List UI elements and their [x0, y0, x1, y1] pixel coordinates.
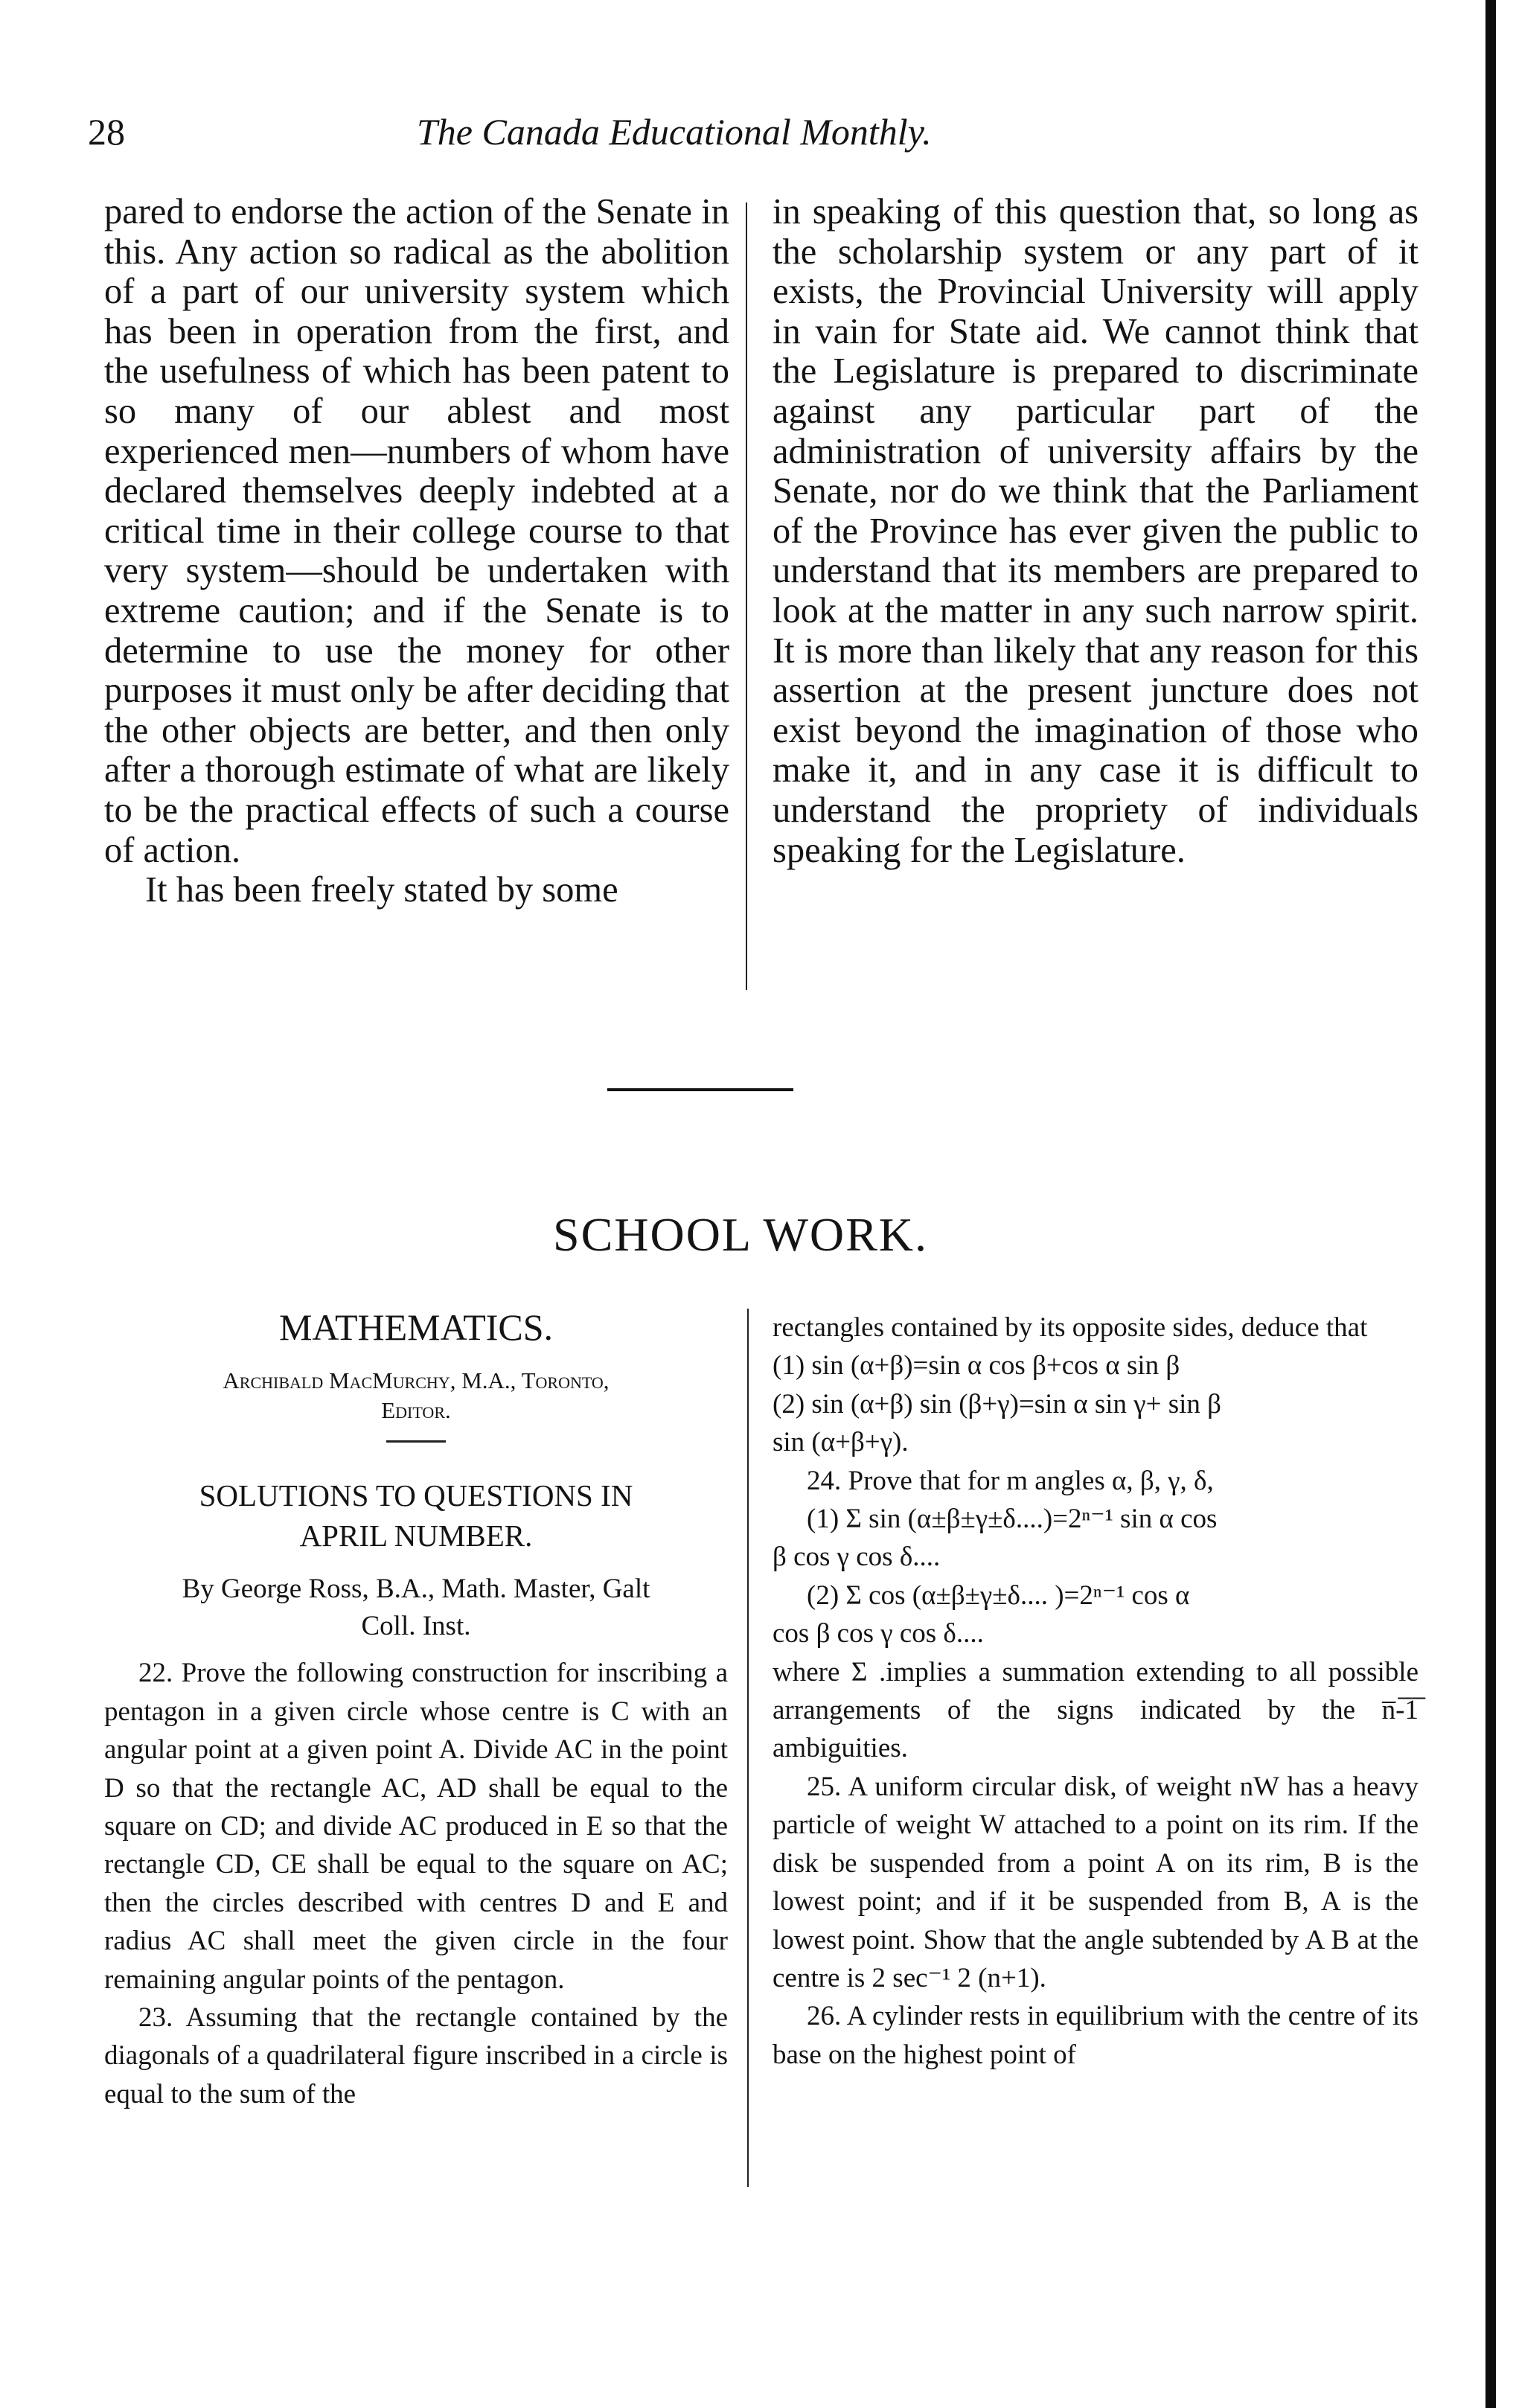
formula-line: (1) sin (α+β)=sin α cos β+cos α sin β — [773, 1350, 1180, 1382]
solutions-title — [104, 1475, 728, 1556]
running-title: The Canada Educational Monthly. — [417, 111, 932, 153]
question-23: 23. Assuming that the rectangle contained by the diagonals of a quadrilateral figure inscribed in a circle is equal to the sum of the — [104, 2002, 728, 2110]
section-title: SCHOOL WORK. — [552, 1208, 929, 1261]
question-22: 22. Prove the following construction for inscribing a pentagon in a given circle whose centre is C with an angular point at a given point A. Divide AC in the point D so that the rectangle AC, AD shall be equal to the square on CD; and divide AC produced in E so that the rectangle CD, CE shall be equal to the square on AC; then the circles described with centres D and E and radius AC shall meet the given circle in the four remaining angular points of the pentagon. — [104, 1658, 728, 1995]
formula-line: β cos γ cos δ.... — [773, 1542, 941, 1573]
upper-left-column — [104, 192, 729, 910]
question-26: 26. A cylinder rests in equilibrium with the centre of its base on the highest point of — [773, 2001, 1419, 2070]
question-24: 24. Prove that for m angles α, β, γ, δ, — [807, 1465, 1214, 1496]
section-divider — [607, 1088, 793, 1091]
editorial-paragraph: pared to endorse the action of the Senate in this. Any action so radical as the abolition of a part of our university system which has been in operation from the first, and the usefulness of which has been patent to so many of our ablest and most experienced men—numbers of whom have declared themselves deeply indebted at a critical time in their college course to that very system—should be undertaken with extreme caution; and if the Senate is to determine to use the money for other purposes it must only be after deciding that the other objects are better, and then only after a thorough estimate of what are likely to be the practical effects of such a course of action. — [104, 192, 729, 870]
formula-line: (1) Σ sin (α±β±γ±δ....)=2ⁿ⁻¹ sin α cos — [807, 1504, 1218, 1535]
lower-column-divider — [747, 1309, 749, 2187]
mathematics-right-column — [773, 1309, 1419, 2074]
question-25: 25. A uniform circular disk, of weight nW has a heavy particle of weight W attached to a point on its rim. If the disk be suspended from a point A on its rim, B is the lowest point; and if it be suspended from B, A is the lowest point. Show that the angle subtended by A B at the centre is 2 sec⁻¹ 2 (n+1). — [773, 1771, 1419, 1993]
editor-credit: Editor. — [381, 1397, 451, 1424]
formula-line: (2) sin (α+β) sin (β+γ)=sin α sin γ+ sin β — [773, 1388, 1221, 1419]
editorial-paragraph: in speaking of this question that, so long as the scholarship system or any part of it exists, the Provincial University will apply in vain for State aid. We cannot think that the Legislature is prepared to discriminate against any particular part of the administration of university affairs by the Senate, nor do we think that the Parliament of the Province has ever given the public to understand that its members are prepared to look at the matter in any such narrow spirit. It is more than likely that any reason for this assertion at the present juncture does not exist beyond the imagination of those who make it, and in any case it is difficult to understand the propriety of individuals speaking for the Legislature. — [773, 192, 1419, 870]
question-23-continued: rectangles contained by its opposite sides, deduce that — [773, 1312, 1368, 1343]
upper-column-divider — [746, 202, 747, 990]
page-edge-rule — [1485, 0, 1496, 2408]
page-number: 28 — [88, 111, 125, 153]
short-divider — [386, 1440, 446, 1443]
byline-line: Coll. Inst. — [361, 1611, 471, 1642]
formula-line: (2) Σ cos (α±β±γ±δ.... )=2ⁿ⁻¹ cos α — [807, 1580, 1190, 1611]
editorial-paragraph: It has been freely stated by some — [145, 870, 618, 910]
upper-right-column — [773, 192, 1419, 870]
solutions-title-line: APRIL NUMBER. — [299, 1518, 533, 1553]
byline-line: By George Ross, B.A., Math. Master, Galt — [182, 1574, 650, 1605]
solutions-title-line: SOLUTIONS TO QUESTIONS IN — [199, 1478, 633, 1513]
editor-credit: Archibald MacMurchy, M.A., Toronto, — [223, 1367, 610, 1394]
formula-line: cos β cos γ cos δ.... — [773, 1618, 984, 1649]
author-byline — [104, 1571, 728, 1645]
mathematics-left-column — [104, 1306, 728, 2113]
formula-line: sin (α+β+γ). — [773, 1427, 909, 1458]
mathematics-heading: MATHEMATICS. — [278, 1306, 554, 1348]
question-24-note: where Σ .implies a summation extending to all possible arrangements of the signs indicated by the n̅-̅1̅ ambiguities. — [773, 1656, 1419, 1764]
